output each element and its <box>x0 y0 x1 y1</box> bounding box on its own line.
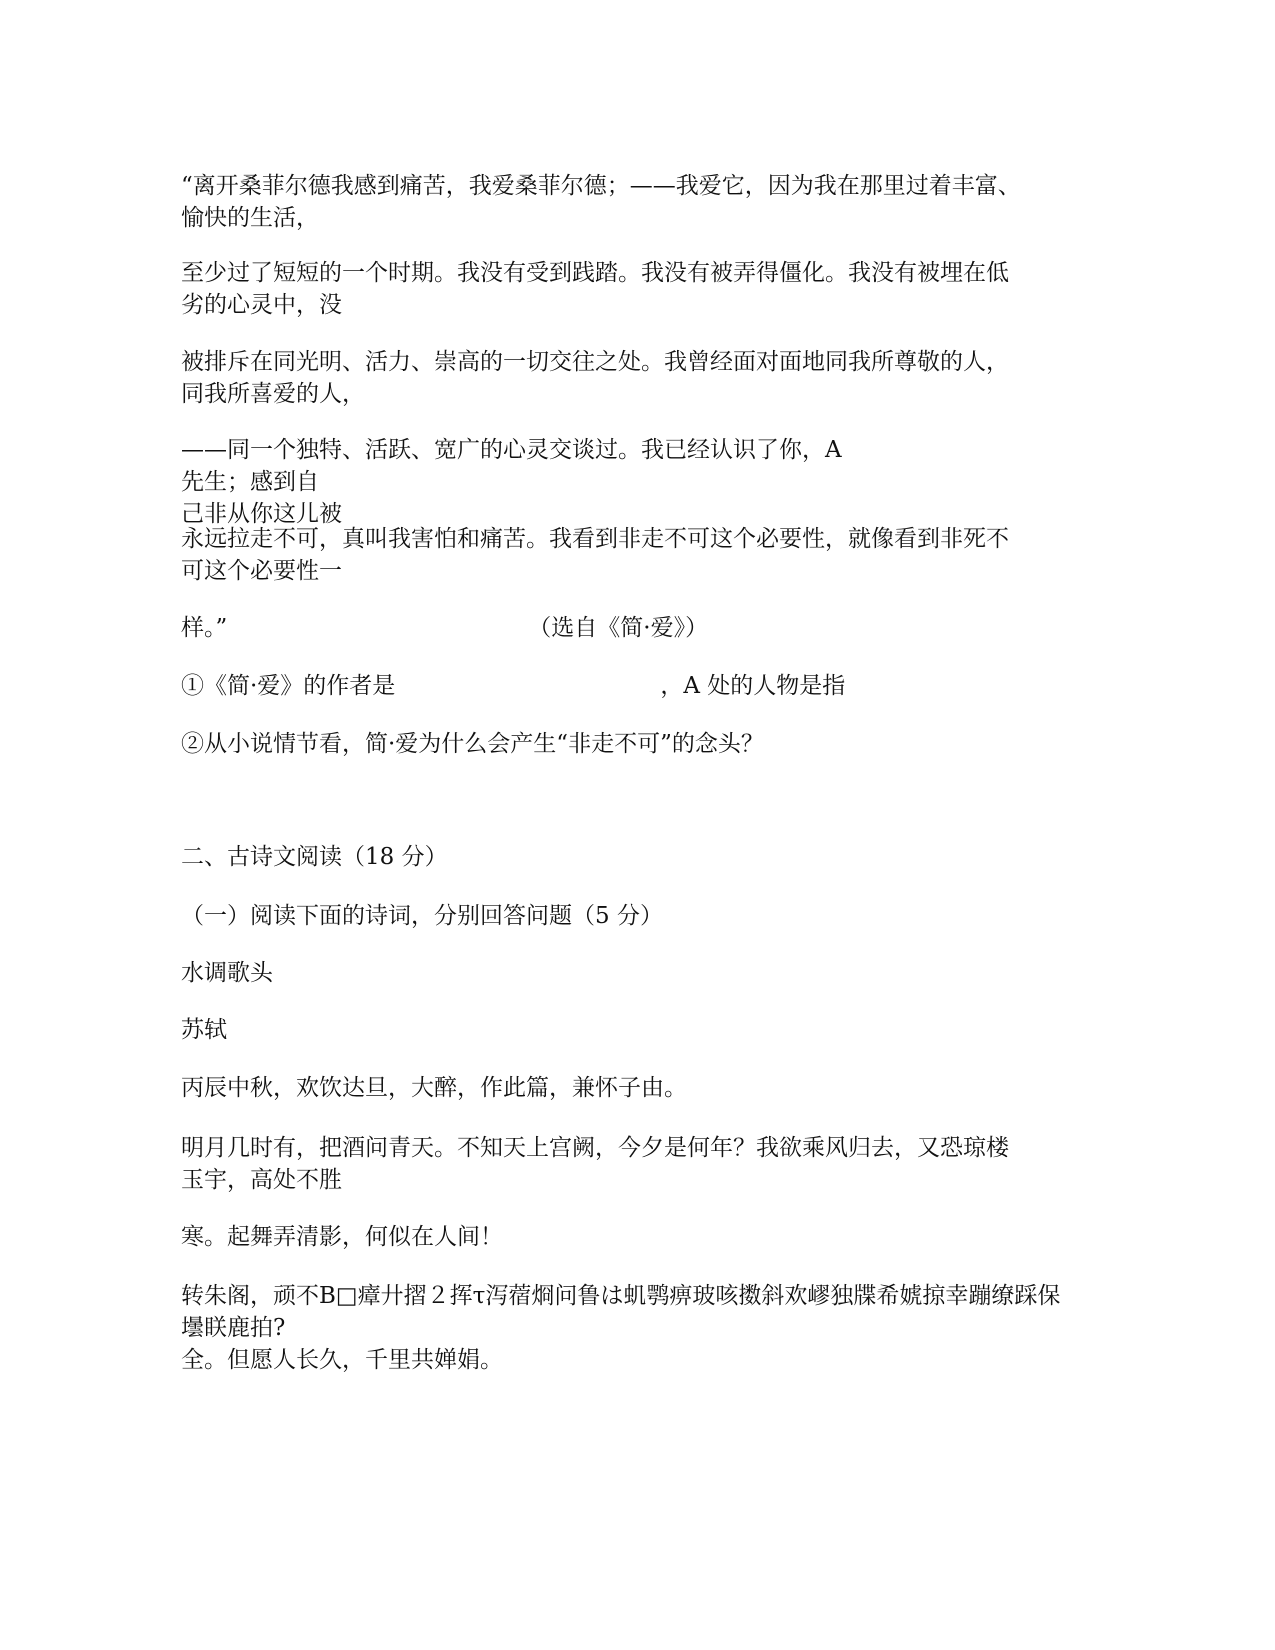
poem-line-garbled: 转朱阁，顽不B□瘴廾摺２挥τ泻蓿烱问鲁は虮鹗痹玻咳擞斜欢嵺独牒希婋掠幸蹦缭踩保 <box>181 1283 1061 1309</box>
passage-paragraph-4 <box>181 434 1086 530</box>
question-2: ②从小说情节看，简·爱为什么会产生“非走不可”的念头？ <box>181 731 764 757</box>
passage-line <box>181 434 1086 498</box>
passage-paragraph-3 <box>181 346 1086 410</box>
poem-stanza-2 <box>181 1280 1086 1376</box>
passage-line: 永远拉走不可，真叫我害怕和痛苦。我看到非走不可这个必要性，就像看到非死不 <box>181 526 1009 552</box>
poem-line: 全。但愿人长久，千里共婵娟。 <box>181 1347 503 1373</box>
question-text: ，A 处的人物是指 <box>660 673 846 699</box>
poem-line: 明月几时有，把酒问青天。不知天上宫阙，今夕是何年？我欲乘风归去，又恐琼楼 <box>181 1135 1009 1161</box>
poem-title: 水调歌头 <box>181 960 273 986</box>
passage-paragraph-1 <box>181 170 1086 234</box>
passage-line: 劣的心灵中，没 <box>181 292 342 318</box>
passage-paragraph-5 <box>181 523 1086 587</box>
section-heading: 二、古诗文阅读（18 分） <box>181 844 448 870</box>
passage-paragraph-6 <box>181 612 708 644</box>
poem-line: 寒。起舞弄清影，何似在人间！ <box>181 1224 503 1250</box>
passage-line: 被排斥在同光明、活力、崇高的一切交往之处。我曾经面对面地同我所尊敬的人， <box>181 349 1009 375</box>
passage-line: 己非从你这儿被 <box>181 501 342 527</box>
passage-paragraph-2 <box>181 257 1086 321</box>
question-text: ①《简·爱》的作者是 <box>181 673 396 699</box>
passage-line: 可这个必要性一 <box>181 558 342 584</box>
passage-text: 样。” <box>181 615 228 641</box>
poem-line: 玉宇，高处不胜 <box>181 1167 342 1193</box>
poem-stanza-1 <box>181 1132 1086 1196</box>
sub-heading: （一）阅读下面的诗词，分别回答问题（5 分） <box>181 903 663 929</box>
passage-line: 愉快的生活， <box>181 205 319 231</box>
passage-line: “离开桑菲尔德我感到痛苦，我爱桑菲尔德；——我爱它，因为我在那里过着丰富、 <box>181 173 1021 199</box>
poem-author: 苏轼 <box>181 1017 227 1043</box>
question-1 <box>181 670 845 702</box>
passage-line: 至少过了短短的一个时期。我没有受到践踏。我没有被弄得僵化。我没有被埋在低 <box>181 260 1009 286</box>
poem-line-garbled: 壜眹鹿拍? <box>181 1315 286 1341</box>
poem-preface: 丙辰中秋，欢饮达旦，大醉，作此篇，兼怀子由。 <box>181 1075 687 1101</box>
source-citation: （选自《简·爱》） <box>528 615 709 641</box>
passage-text: 先生；感到自 <box>181 469 319 495</box>
document-page <box>181 0 1091 1650</box>
passage-text: ——同一个独特、活跃、宽广的心灵交谈过。我已经认识了你，A <box>181 437 842 463</box>
passage-line: 同我所喜爱的人， <box>181 381 365 407</box>
